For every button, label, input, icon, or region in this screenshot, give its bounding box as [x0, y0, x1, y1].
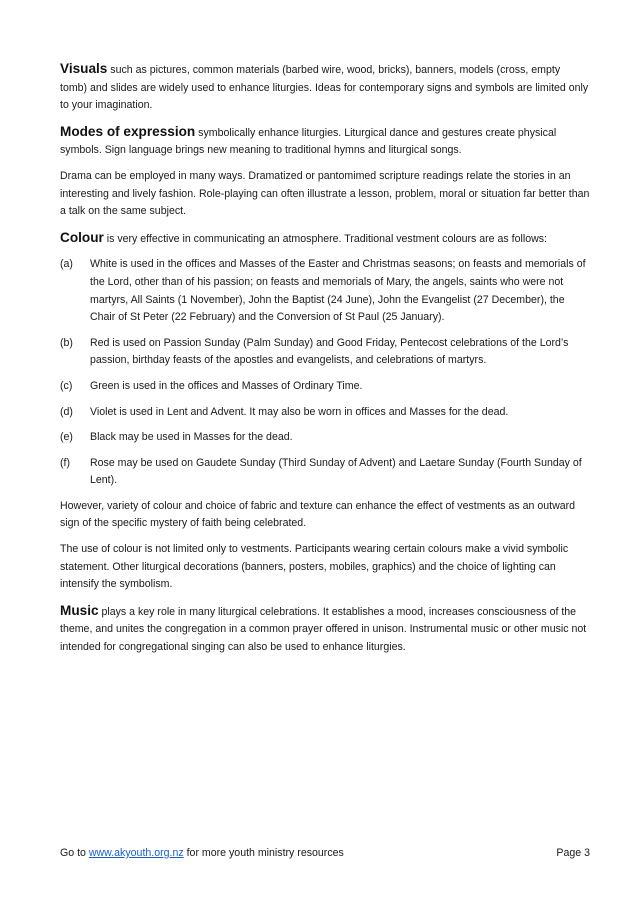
colour-text: is very effective in communicating an atmosphere. Traditional vestment colours are as follows: — [103, 232, 547, 245]
modes-text: symbolically enhance liturgies. Liturgical dance and gestures create physical symbols. Sign language brings new meaning to traditional hymns and liturgical songs. — [60, 126, 557, 157]
visuals-paragraph — [60, 60, 590, 115]
colour-after-paragraph-1: However, variety of colour and choice of fabric and texture can enhance the effect of vestments as an outward sign of the specific mystery of faith being celebrated. — [60, 499, 576, 530]
colour-list-item — [60, 378, 590, 396]
list-item-text: Rose may be used on Gaudete Sunday (Third Sunday of Advent) and Laetare Sunday (Fourth Sunday of Lent). — [90, 456, 582, 487]
list-marker: (f) — [60, 456, 70, 469]
footer-suffix: for more youth ministry resources — [183, 847, 344, 859]
colour-list-item — [60, 404, 590, 422]
music-paragraph — [60, 602, 590, 657]
drama-paragraph: Drama can be employed in many ways. Dramatized or pantomimed scripture readings relate the stories in an interesting and lively fashion. Role-playing can often illustrate a lesson, problem, moral or situation far better than a talk on the same subject. — [60, 169, 590, 218]
colour-after-paragraph-2: The use of colour is not limited only to vestments. Participants wearing certain colours make a vivid symbolic statement. Other liturgical decorations (banners, posters, mobiles, graphics) and the choice of lighting can intensify the symbolism. — [60, 543, 569, 591]
colour-heading: Colour — [60, 229, 104, 245]
page-body — [60, 60, 590, 665]
list-item-text: Black may be used in Masses for the dead. — [90, 431, 293, 444]
list-marker: (c) — [60, 379, 73, 392]
colour-list-item — [60, 256, 590, 326]
colour-list-item — [60, 335, 590, 370]
modes-paragraph — [60, 123, 590, 160]
modes-heading: Modes of expression — [60, 123, 196, 139]
list-marker: (d) — [60, 405, 73, 418]
visuals-heading: Visuals — [60, 61, 108, 76]
colour-list-item — [60, 429, 590, 447]
page-number: Page 3 — [556, 847, 590, 859]
footer-prefix: Go to — [60, 847, 89, 859]
list-marker: (a) — [60, 258, 73, 271]
colour-paragraph — [60, 229, 590, 249]
list-marker: (e) — [60, 431, 73, 444]
footer-text — [60, 846, 344, 860]
list-item-text: White is used in the offices and Masses of the Easter and Christmas seasons; on feasts and memorials of the Lord, other than of his passion; on feasts and memorials of Mary, the angels, saints who were not martyrs, All Saints (1 November), John the Baptist (24 June), John the Evangelist (27 December), the Chair of St Peter (22 February) and the Conversion of St Paul (25 January). — [90, 258, 586, 324]
footer-link[interactable]: www.akyouth.org.nz — [88, 847, 184, 859]
list-item-text: Red is used on Passion Sunday (Palm Sunday) and Good Friday, Pentecost celebrations of the Lord’s passion, birthday feasts of the apostles and evangelists, and celebrations of martyrs. — [90, 336, 569, 367]
colour-list-item — [60, 455, 590, 490]
music-text: plays a key role in many liturgical celebrations. It establishes a mood, increases consciousness of the theme, and unites the congregation in a common prayer offered in unison. Instrumental music or other music not intended for congregational singing can also be used to enhance liturgies. — [60, 605, 587, 654]
page-footer — [60, 846, 590, 860]
list-item-text: Green is used in the offices and Masses of Ordinary Time. — [90, 379, 363, 392]
list-marker: (b) — [60, 336, 73, 349]
music-heading: Music — [60, 602, 99, 618]
list-item-text: Violet is used in Lent and Advent. It may also be worn in offices and Masses for the dead. — [90, 405, 509, 418]
visuals-text: such as pictures, common materials (barbed wire, wood, bricks), banners, models (cross, empty tomb) and slides are widely used to enhance liturgies. Ideas for contemporary signs and symbols are limited only to your imagination. — [60, 64, 589, 112]
